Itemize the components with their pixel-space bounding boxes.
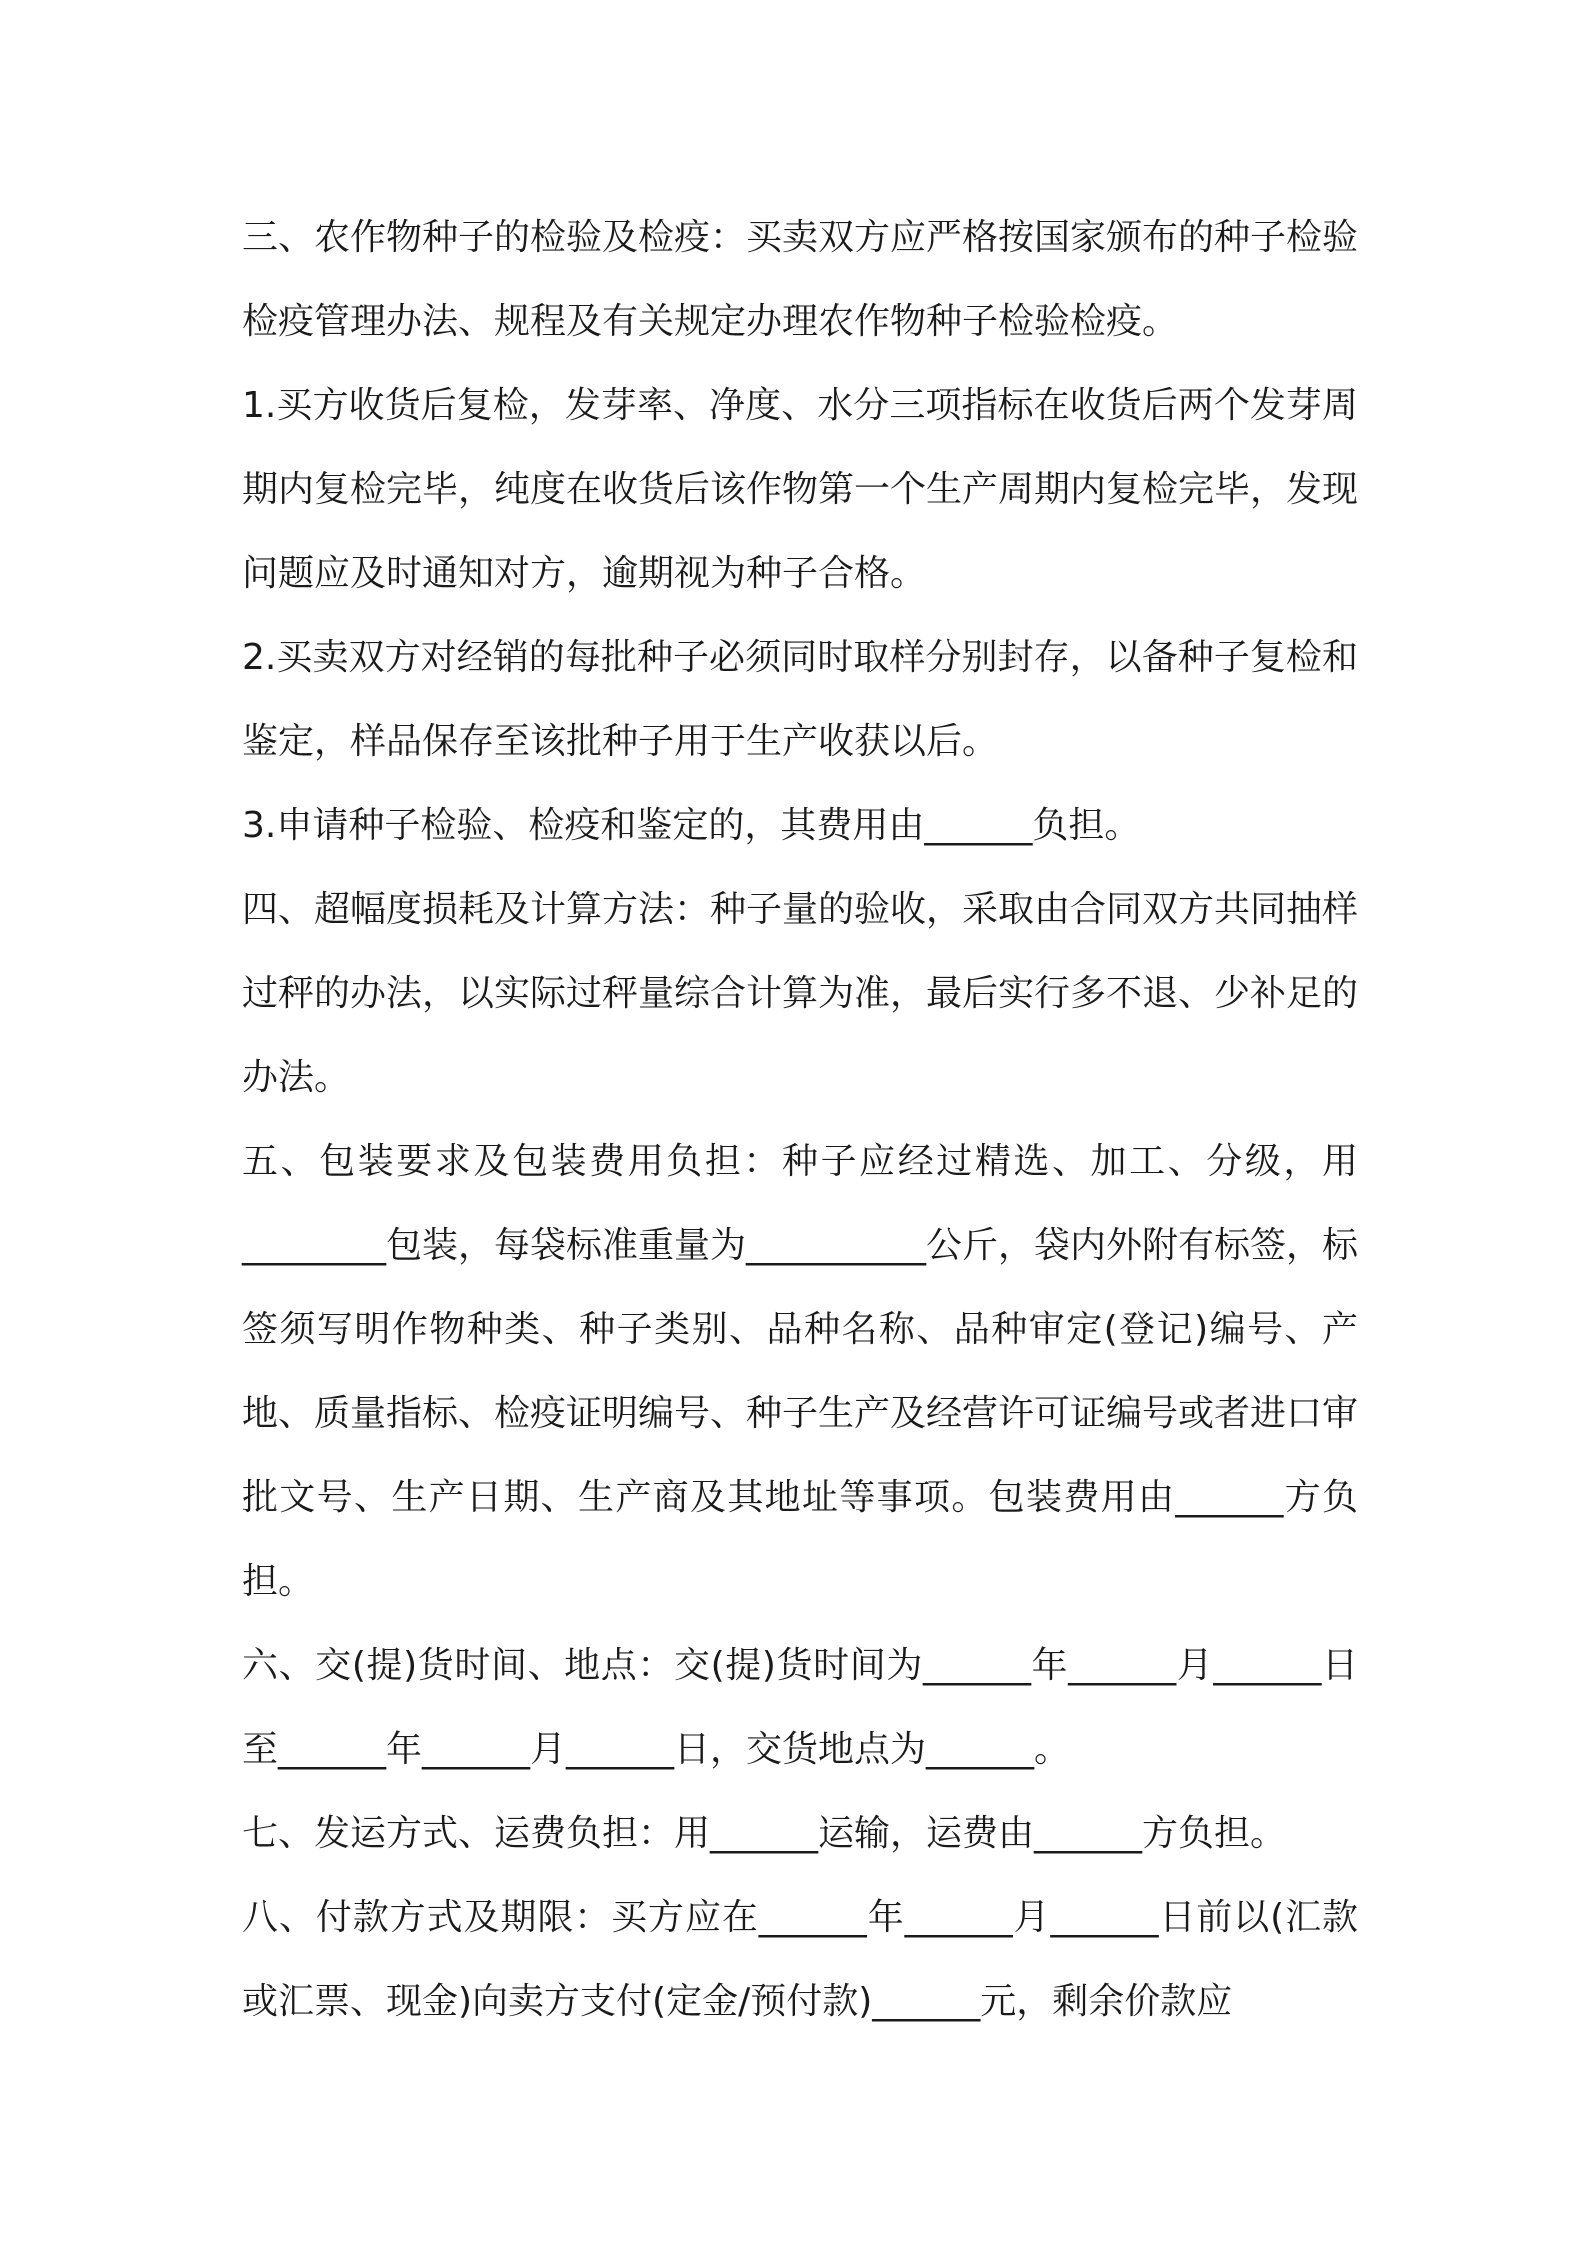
- paragraph-recheck: 1.买方收货后复检，发芽率、净度、水分三项指标在收货后两个发芽周期内复检完毕，纯度在收货后该作物第一个生产周期内复检完毕，发现问题应及时通知对方，逾期视为种子合格。: [242, 385, 1359, 594]
- paragraph-payment: 八、付款方式及期限：买方应在______年______月______日前以(汇款或汇票、现金)向卖方支付(定金/预付款)______元，剩余价款应: [242, 1897, 1358, 2022]
- paragraph-sample-storage: 2.买卖双方对经销的每批种子必须同时取样分别封存，以备种子复检和鉴定，样品保存至该批种子用于生产收获以后。: [242, 637, 1358, 762]
- paragraph-delivery-time: 六、交(提)货时间、地点：交(提)货时间为______年______月______日至______年______月______日，交货地点为______。: [242, 1645, 1358, 1770]
- paragraph-inspection-fee: 3.申请种子检验、检疫和鉴定的，其费用由______负担。: [242, 805, 1141, 846]
- paragraph-packaging: 五、包装要求及包装费用负担：种子应经过精选、加工、分级，用________包装，每袋标准重量为__________公斤，袋内外附有标签，标签须写明作物种类、种子类别、品种名称、品种审定(登记)编号、产地、质量指标、检疫证明编号、种子生产及经营许可证编号或者进口审批文号、生产日期、生产商及其地址等事项。包装费用由______方负担。: [242, 1141, 1359, 1602]
- paragraph-inspection-quarantine: 三、农作物种子的检验及检疫：买卖双方应严格按国家颁布的种子检验检疫管理办法、规程及有关规定办理农作物种子检验检疫。: [242, 217, 1359, 342]
- paragraph-loss-calculation: 四、超幅度损耗及计算方法：种子量的验收，采取由合同双方共同抽样过秤的办法，以实际过秤量综合计算为准，最后实行多不退、少补足的办法。: [242, 889, 1359, 1098]
- paragraph-shipping: 七、发运方式、运费负担：用______运输，运费由______方负担。: [242, 1813, 1287, 1854]
- document-body: [242, 196, 1358, 2044]
